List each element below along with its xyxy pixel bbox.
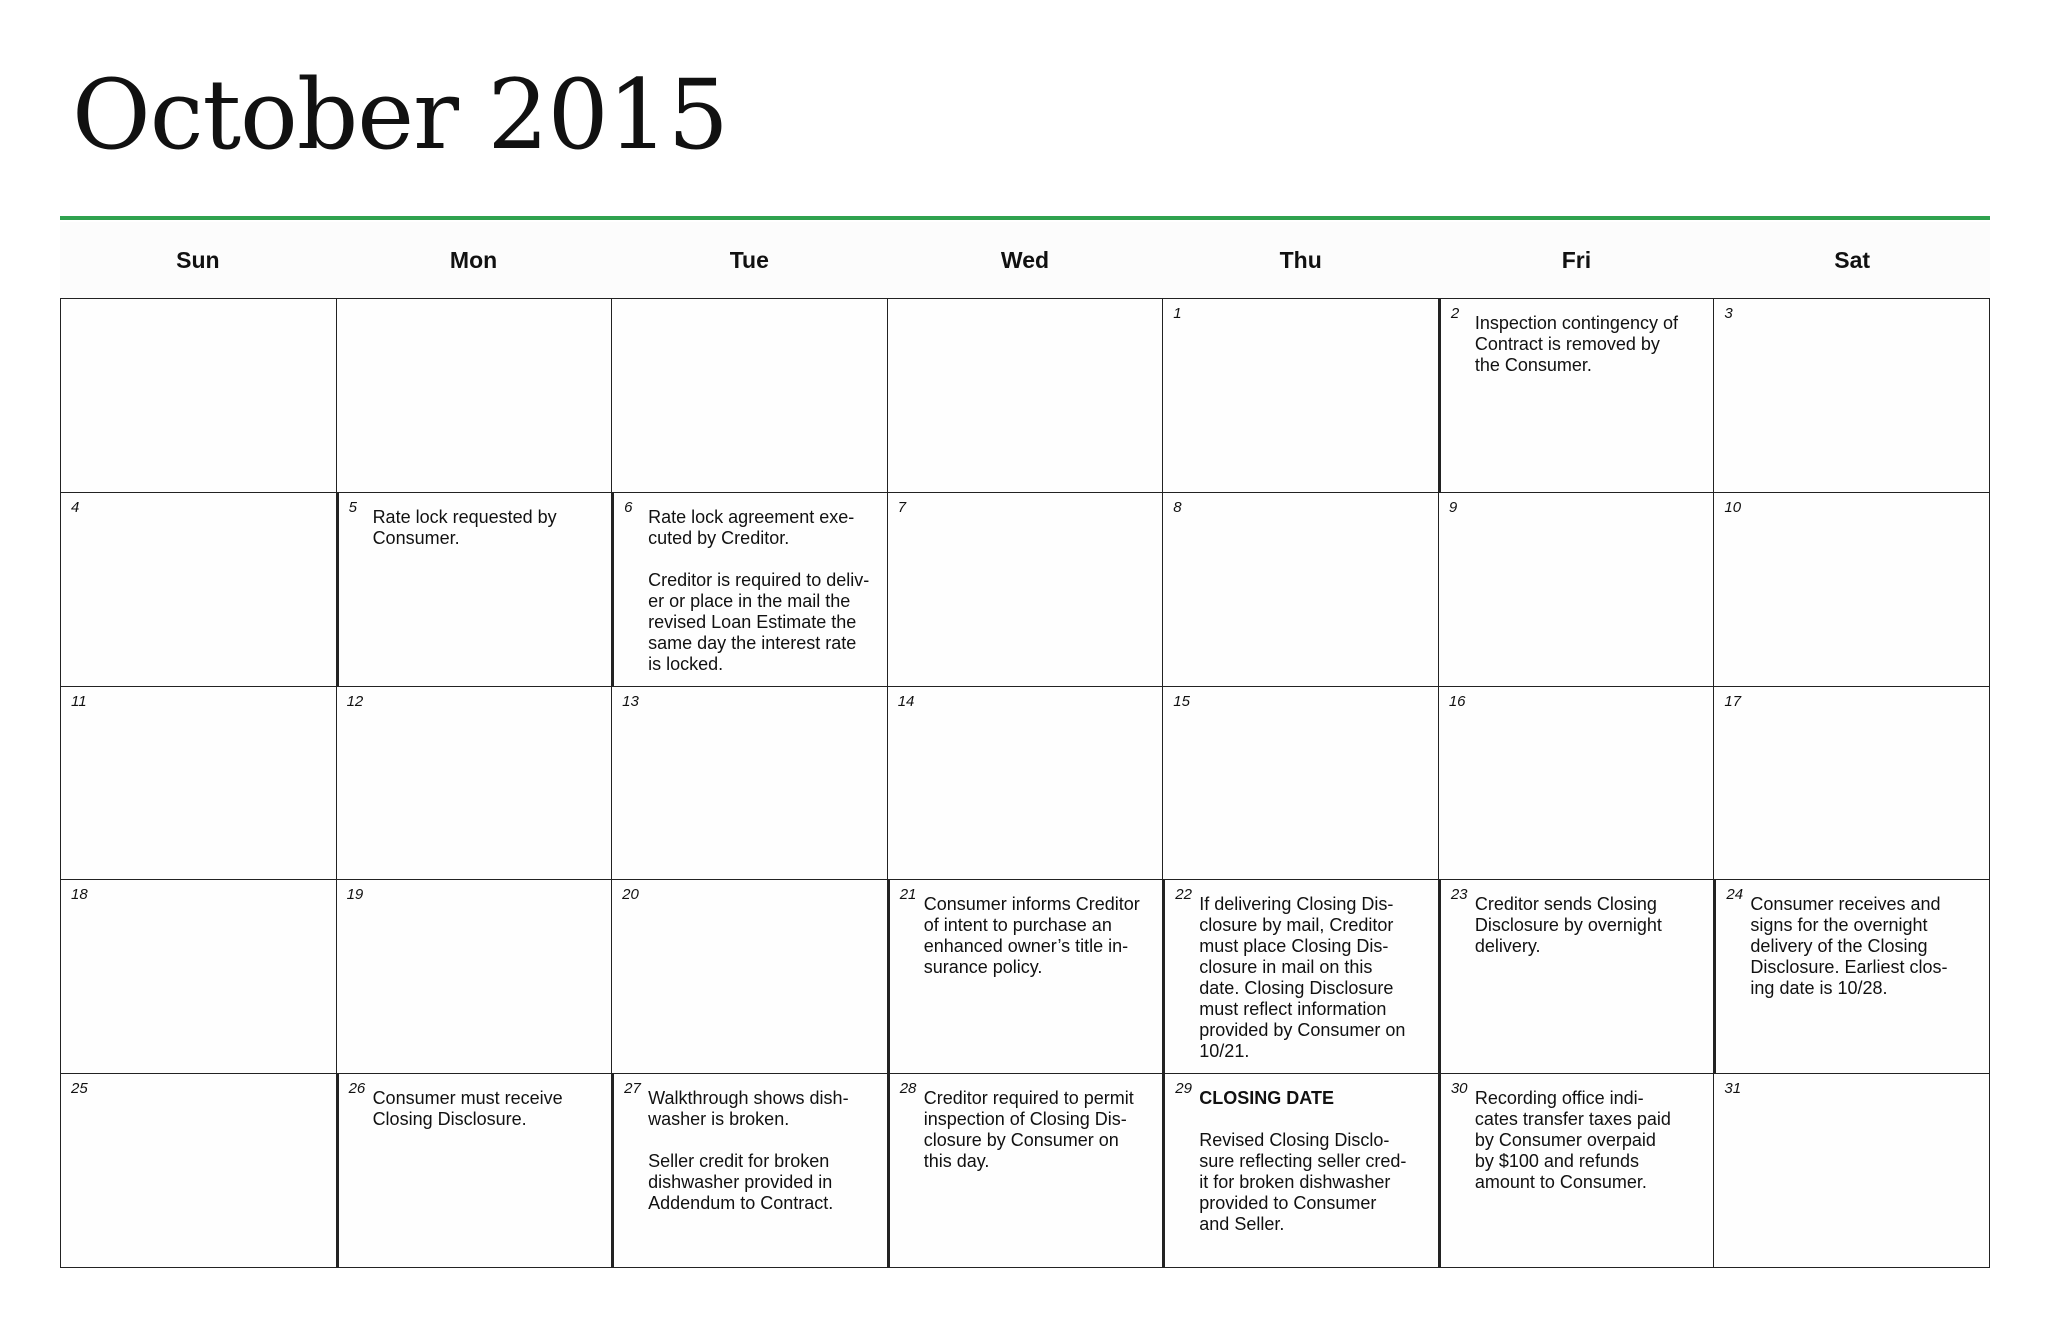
note-paragraph: Inspection contingency of Contract is removed by the Consumer. — [1474, 313, 1678, 375]
day-number: 3 — [1724, 305, 1733, 322]
calendar-grid — [60, 298, 1990, 1268]
day-number: 9 — [1448, 498, 1458, 516]
day-cell-15 — [1163, 687, 1439, 881]
day-note — [1475, 894, 1702, 957]
day-number: 23 — [1450, 886, 1468, 904]
day-cell-22 — [1163, 880, 1439, 1074]
day-number: 6 — [624, 498, 633, 516]
weekday-header-wed: Wed — [1000, 246, 1050, 273]
day-note — [373, 507, 600, 549]
day-cell-18 — [61, 880, 337, 1074]
day-cell-31 — [1714, 1074, 1990, 1268]
day-cell-9 — [1439, 493, 1715, 687]
note-paragraph: Rate lock requested by Consumer. — [372, 506, 557, 548]
day-cell-23 — [1439, 880, 1715, 1074]
day-number: 4 — [71, 498, 80, 516]
day-number: 22 — [1175, 886, 1192, 904]
day-number: 8 — [1173, 498, 1182, 516]
day-cell-16 — [1439, 687, 1715, 881]
day-cell-25 — [61, 1074, 337, 1268]
day-cell-21 — [888, 880, 1164, 1074]
note-paragraph: Seller credit for broken dishwasher provided in Addendum to Contract. — [648, 1151, 834, 1214]
day-cell-29 — [1163, 1074, 1439, 1268]
day-cell-4 — [61, 493, 337, 687]
day-cell-19 — [337, 880, 613, 1074]
day-number: 5 — [348, 498, 357, 516]
note-paragraph: Consumer receives and signs for the overnight delivery of the Closing Disclosure. Earliest clos- ing date is 10/28. — [1750, 894, 1948, 999]
weekday-header-fri: Fri — [1561, 246, 1592, 273]
day-number: 15 — [1173, 692, 1190, 710]
day-cell-6 — [612, 493, 888, 687]
day-number: 27 — [624, 1080, 641, 1098]
day-cell-26 — [337, 1074, 613, 1268]
day-cell-28 — [888, 1074, 1164, 1268]
day-cell-13 — [612, 687, 888, 881]
day-number: 10 — [1724, 498, 1742, 516]
day-cell-24 — [1714, 880, 1990, 1074]
day-cell-7 — [888, 493, 1164, 687]
day-number: 30 — [1450, 1080, 1468, 1098]
day-note — [648, 507, 875, 675]
day-number: 24 — [1726, 886, 1744, 904]
day-cell-12 — [337, 687, 613, 881]
day-note — [1475, 1088, 1702, 1193]
weekday-header-mon: Mon — [449, 246, 498, 273]
weekday-header-sun: Sun — [176, 246, 220, 273]
day-number: 1 — [1173, 305, 1182, 322]
day-number: 16 — [1448, 692, 1466, 710]
day-number: 19 — [346, 886, 364, 904]
day-note — [1475, 313, 1702, 376]
weekday-header-sat: Sat — [1834, 246, 1871, 273]
day-number: 25 — [71, 1080, 88, 1098]
day-number: 20 — [622, 886, 639, 904]
day-number: 11 — [71, 692, 87, 710]
day-cell-2 — [1439, 299, 1715, 493]
note-paragraph: Creditor sends Closing Disclosure by overnight delivery. — [1474, 894, 1662, 957]
empty-day-cell — [612, 299, 888, 493]
note-paragraph: Walkthrough shows dish- washer is broken. — [648, 1088, 849, 1130]
day-cell-30 — [1439, 1074, 1715, 1268]
day-number: 12 — [346, 692, 364, 710]
note-paragraph: Consumer informs Creditor of intent to purchase an enhanced owner’s title in- surance policy. — [923, 894, 1140, 978]
day-number: 21 — [899, 886, 917, 904]
day-note — [373, 1088, 600, 1130]
day-note — [1199, 1088, 1426, 1235]
day-note — [924, 1088, 1151, 1172]
day-note — [1199, 894, 1426, 1062]
day-cell-10 — [1714, 493, 1990, 687]
day-cell-17 — [1714, 687, 1990, 881]
day-number: 13 — [622, 692, 639, 710]
note-paragraph: Consumer must receive Closing Disclosure. — [372, 1088, 563, 1130]
day-cell-5 — [337, 493, 613, 687]
day-number: 31 — [1724, 1080, 1742, 1098]
empty-day-cell — [61, 299, 337, 493]
day-cell-20 — [612, 880, 888, 1074]
day-cell-27 — [612, 1074, 888, 1268]
day-cell-3 — [1714, 299, 1990, 493]
day-number: 17 — [1724, 692, 1742, 710]
day-note — [924, 894, 1151, 978]
closing-date-heading: CLOSING DATE — [1199, 1088, 1334, 1109]
note-paragraph: If delivering Closing Dis- closure by mail, Creditor must place Closing Dis- closure in mail on this date. Closing Disclosure must reflect information provided by Consumer on 10/21. — [1199, 894, 1406, 1062]
weekday-header-tue: Tue — [729, 246, 769, 273]
day-number: 26 — [348, 1080, 366, 1098]
empty-day-cell — [888, 299, 1164, 493]
empty-day-cell — [337, 299, 613, 493]
day-number: 28 — [899, 1080, 917, 1098]
day-cell-14 — [888, 687, 1164, 881]
note-paragraph: Revised Closing Disclo- sure reflecting seller cred- it for broken dishwasher provided to Consumer and Seller. — [1199, 1130, 1407, 1235]
note-paragraph: Creditor is required to deliv- er or place in the mail the revised Loan Estimate the same day the interest rate is locked. — [648, 569, 870, 674]
weekday-headers — [60, 222, 1990, 298]
day-number: 29 — [1175, 1080, 1192, 1098]
day-number: 14 — [897, 692, 915, 710]
note-paragraph: Recording office indi- cates transfer taxes paid by Consumer overpaid by $100 and refunds amount to Consumer. — [1474, 1088, 1671, 1193]
day-cell-1 — [1163, 299, 1439, 493]
day-number: 18 — [71, 886, 88, 904]
note-paragraph: Rate lock agreement exe- cuted by Creditor. — [648, 506, 855, 548]
note-paragraph: Creditor required to permit inspection of Closing Dis- closure by Consumer on this day. — [923, 1088, 1134, 1172]
day-note — [648, 1088, 875, 1214]
day-number: 2 — [1450, 305, 1460, 322]
weekday-header-thu: Thu — [1279, 246, 1322, 273]
title-divider — [60, 216, 1990, 220]
day-number: 7 — [897, 498, 907, 516]
page-title: October 2015 — [72, 59, 728, 171]
day-cell-11 — [61, 687, 337, 881]
day-cell-8 — [1163, 493, 1439, 687]
day-note — [1750, 894, 1977, 999]
